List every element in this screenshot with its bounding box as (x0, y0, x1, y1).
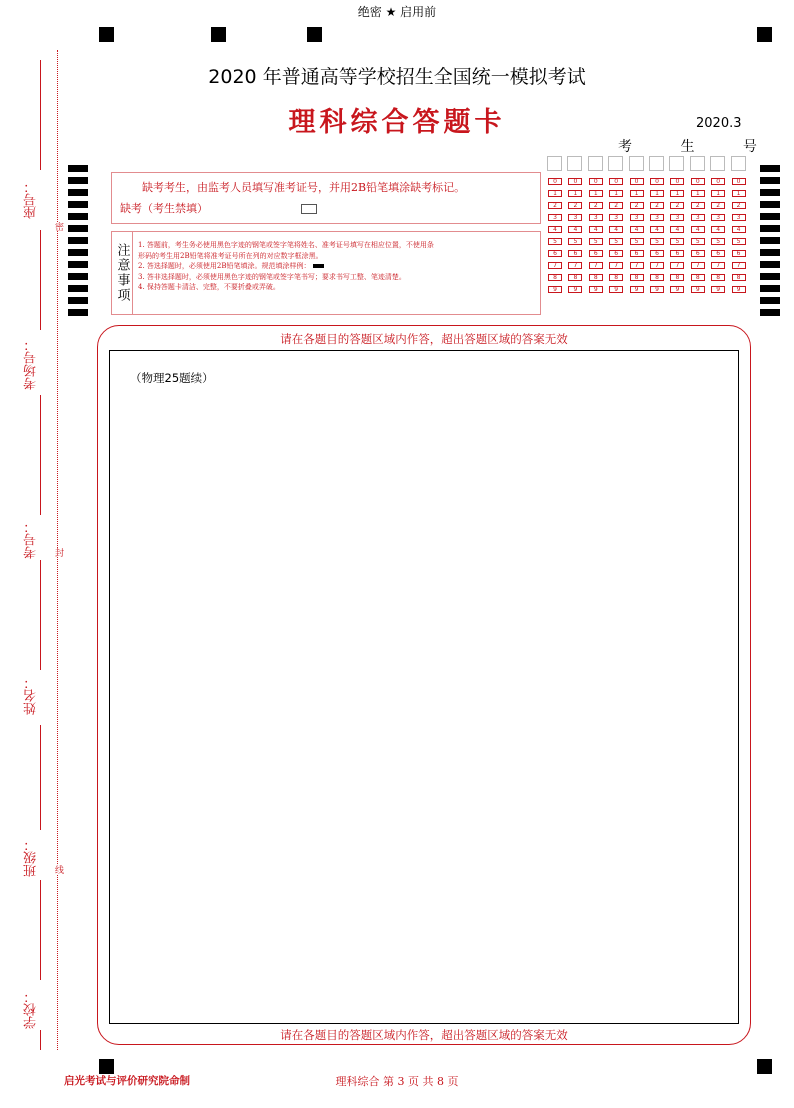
answer-area-notice-top: 请在各题目的答题区域内作答，超出答题区域的答案无效 (280, 332, 568, 346)
student-id-bubble[interactable]: 1 (609, 190, 623, 197)
student-id-bubble[interactable]: 1 (711, 190, 725, 197)
notes-box (111, 231, 541, 315)
student-id-bubble[interactable]: 6 (650, 250, 664, 257)
student-id-bubble[interactable]: 6 (568, 250, 582, 257)
student-id-bubble[interactable]: 6 (691, 250, 705, 257)
student-id-bubble[interactable]: 4 (589, 226, 603, 233)
timing-mark (760, 261, 780, 268)
student-id-column (547, 156, 563, 293)
timing-mark (760, 273, 780, 280)
notes-title-cell (112, 232, 133, 314)
student-id-bubble[interactable]: 4 (691, 226, 705, 233)
note-item (138, 261, 536, 272)
student-id-bubble[interactable]: 6 (630, 250, 644, 257)
student-id-bubble[interactable]: 0 (609, 178, 623, 185)
student-id-bubble[interactable]: 9 (732, 286, 746, 293)
student-id-bubble[interactable]: 9 (630, 286, 644, 293)
class-label: 班级： (24, 838, 39, 877)
student-id-bubble[interactable]: 1 (670, 190, 684, 197)
student-id-bubble[interactable]: 5 (568, 238, 582, 245)
note-item: 1. 答题前，考生务必使用黑色字迹的钢笔或签字笔将姓名、准考证号填写在相应位置，不使用条 (138, 241, 434, 249)
notes-title: 注意事项 (114, 243, 130, 303)
student-id-bubble[interactable]: 7 (650, 262, 664, 269)
student-id-bubble[interactable]: 9 (691, 286, 705, 293)
timing-mark (68, 249, 88, 256)
student-id-bubble[interactable]: 4 (650, 226, 664, 233)
student-id-bubble[interactable]: 0 (589, 178, 603, 185)
student-id-bubble[interactable]: 7 (548, 262, 562, 269)
seal-mark: 线 (53, 865, 63, 874)
student-id-bubble[interactable]: 0 (732, 178, 746, 185)
student-id-bubble[interactable]: 8 (670, 274, 684, 281)
student-id-bubble[interactable]: 1 (568, 190, 582, 197)
student-id-bubble[interactable]: 8 (711, 274, 725, 281)
student-id-column (669, 156, 685, 293)
student-id-write-box[interactable] (588, 156, 603, 171)
student-id-column (567, 156, 583, 293)
timing-mark (68, 225, 88, 232)
timing-mark (68, 213, 88, 220)
student-id-bubble[interactable]: 3 (630, 214, 644, 221)
student-id-bubble[interactable]: 5 (711, 238, 725, 245)
timing-mark (760, 309, 780, 316)
student-id-bubble[interactable]: 3 (711, 214, 725, 221)
student-id-bubble[interactable]: 1 (650, 190, 664, 197)
student-id-bubble[interactable]: 4 (630, 226, 644, 233)
student-id-bubble[interactable]: 4 (732, 226, 746, 233)
student-id-bubble[interactable]: 7 (711, 262, 725, 269)
student-id-bubble[interactable]: 7 (609, 262, 623, 269)
note-item: 4. 保持答题卡清洁、完整，不要折叠或弄破。 (138, 283, 280, 291)
student-id-bubble[interactable]: 1 (630, 190, 644, 197)
absent-instruction: 缺考考生，由监考人员填写准考证号，并用2B铅笔填涂缺考标记。 (142, 181, 466, 194)
student-id-bubble[interactable]: 0 (650, 178, 664, 185)
student-id-column (608, 156, 624, 293)
student-id-bubble[interactable]: 0 (548, 178, 562, 185)
note-item: 形码的考生用2B铅笔将准考证号所在列的对应数字框涂黑。 (138, 251, 323, 260)
timing-mark (68, 309, 88, 316)
student-id-bubble[interactable]: 3 (548, 214, 562, 221)
student-id-bubble[interactable]: 3 (609, 214, 623, 221)
timing-mark (68, 189, 88, 196)
student-id-bubble[interactable]: 9 (548, 286, 562, 293)
student-id-bubble[interactable]: 5 (609, 238, 623, 245)
registration-mark (99, 27, 114, 42)
exam-room-label: 考场号： (24, 338, 39, 390)
registration-mark (211, 27, 226, 42)
student-id-bubble[interactable]: 2 (670, 202, 684, 209)
timing-mark (68, 273, 88, 280)
student-id-bubble[interactable]: 2 (609, 202, 623, 209)
student-id-bubble[interactable]: 7 (589, 262, 603, 269)
student-id-bubble[interactable]: 3 (568, 214, 582, 221)
student-id-column (731, 156, 747, 293)
notes-list (138, 240, 536, 293)
timing-mark (760, 213, 780, 220)
registration-mark (99, 1059, 114, 1074)
exam-date: 2020.3 (696, 116, 742, 131)
student-id-bubble[interactable]: 5 (630, 238, 644, 245)
timing-mark (760, 285, 780, 292)
student-id-column (588, 156, 604, 293)
registration-mark (757, 27, 772, 42)
student-id-bubble[interactable]: 1 (589, 190, 603, 197)
fill-line (40, 395, 41, 515)
student-id-bubble[interactable]: 8 (548, 274, 562, 281)
fill-line (40, 880, 41, 980)
student-id-write-box[interactable] (629, 156, 644, 171)
student-id-bubble[interactable]: 4 (568, 226, 582, 233)
student-id-write-box[interactable] (710, 156, 725, 171)
footer-page-info: 理科综合 第 3 页 共 8 页 (335, 1075, 459, 1088)
student-id-bubble[interactable]: 6 (589, 250, 603, 257)
exam-title: 2020 年普通高等学校招生全国统一模拟考试 (208, 66, 586, 88)
student-id-column (690, 156, 706, 293)
absent-label: 缺考（考生禁填） (120, 202, 208, 215)
student-id-bubble[interactable]: 3 (650, 214, 664, 221)
fill-line (40, 725, 41, 830)
fill-line (40, 230, 41, 330)
student-id-bubble[interactable]: 8 (630, 274, 644, 281)
student-id-bubble[interactable]: 6 (609, 250, 623, 257)
timing-mark (760, 225, 780, 232)
student-id-bubble[interactable]: 8 (568, 274, 582, 281)
student-id-bubble[interactable]: 9 (670, 286, 684, 293)
student-id-write-box[interactable] (567, 156, 582, 171)
student-id-write-box[interactable] (669, 156, 684, 171)
answer-area (97, 325, 751, 1045)
absent-box (111, 172, 541, 224)
timing-mark (760, 189, 780, 196)
student-id-bubble[interactable]: 5 (650, 238, 664, 245)
student-id-bubble[interactable]: 7 (568, 262, 582, 269)
footer-publisher: 启光考试与评价研究院命制 (64, 1075, 190, 1087)
student-id-bubble[interactable]: 4 (711, 226, 725, 233)
student-id-bubble[interactable]: 6 (732, 250, 746, 257)
student-id-bubble[interactable]: 3 (691, 214, 705, 221)
student-id-bubble[interactable]: 0 (691, 178, 705, 185)
student-id-write-box[interactable] (547, 156, 562, 171)
fill-line (40, 60, 41, 170)
student-id-bubble[interactable]: 1 (691, 190, 705, 197)
timing-mark (68, 237, 88, 244)
student-id-write-box[interactable] (608, 156, 623, 171)
student-id-bubble[interactable]: 2 (548, 202, 562, 209)
student-id-bubble[interactable]: 2 (650, 202, 664, 209)
student-id-bubble[interactable]: 4 (548, 226, 562, 233)
student-id-header: 考 生 号 (618, 139, 779, 155)
name-label: 姓名： (24, 676, 39, 715)
student-id-bubble[interactable]: 2 (732, 202, 746, 209)
student-id-bubble[interactable]: 5 (670, 238, 684, 245)
timing-mark (760, 177, 780, 184)
student-id-bubble[interactable]: 3 (732, 214, 746, 221)
student-id-bubble[interactable]: 4 (609, 226, 623, 233)
absent-checkbox[interactable] (301, 204, 317, 214)
student-id-bubble[interactable]: 9 (589, 286, 603, 293)
student-id-column (649, 156, 665, 293)
school-label: 学校： (24, 990, 39, 1029)
student-id-bubble[interactable]: 8 (732, 274, 746, 281)
student-id-bubble[interactable]: 3 (589, 214, 603, 221)
student-id-bubble[interactable]: 0 (630, 178, 644, 185)
student-id-bubble[interactable]: 5 (691, 238, 705, 245)
student-id-bubble[interactable]: 0 (711, 178, 725, 185)
student-id-write-box[interactable] (690, 156, 705, 171)
seat-number-label: 座号： (24, 180, 39, 219)
student-id-write-box[interactable] (731, 156, 746, 171)
card-title: 理科综合答题卡 (288, 107, 506, 138)
student-id-bubble[interactable]: 4 (670, 226, 684, 233)
student-id-bubble[interactable]: 9 (568, 286, 582, 293)
seal-mark: 密 (53, 222, 63, 231)
registration-mark (307, 27, 322, 42)
fill-line (40, 560, 41, 670)
exam-number-label: 考号： (24, 520, 39, 559)
student-id-bubble[interactable]: 2 (630, 202, 644, 209)
seal-mark: 封 (53, 548, 63, 557)
timing-mark (760, 249, 780, 256)
student-id-bubble[interactable]: 8 (650, 274, 664, 281)
student-id-bubble[interactable]: 1 (548, 190, 562, 197)
student-id-bubble[interactable]: 5 (548, 238, 562, 245)
timing-mark (68, 165, 88, 172)
timing-mark (68, 261, 88, 268)
timing-mark (68, 285, 88, 292)
student-id-bubble[interactable]: 9 (711, 286, 725, 293)
timing-mark (68, 177, 88, 184)
timing-mark (68, 297, 88, 304)
note-item-text: 2. 答选择题时，必须使用2B铅笔填涂。规范填涂样例： (138, 262, 311, 270)
secret-label: 绝密 ★ 启用前 (357, 5, 437, 19)
student-id-bubble[interactable]: 2 (691, 202, 705, 209)
student-id-bubble[interactable]: 8 (589, 274, 603, 281)
student-id-bubble[interactable]: 7 (691, 262, 705, 269)
student-id-bubble[interactable]: 6 (670, 250, 684, 257)
timing-mark (760, 297, 780, 304)
answer-box[interactable] (109, 350, 739, 1024)
registration-mark (757, 1059, 772, 1074)
student-id-bubble[interactable]: 7 (630, 262, 644, 269)
student-id-bubble[interactable]: 2 (711, 202, 725, 209)
student-id-bubble[interactable]: 7 (732, 262, 746, 269)
student-id-bubble[interactable]: 1 (732, 190, 746, 197)
timing-mark (760, 165, 780, 172)
student-id-bubble[interactable]: 5 (589, 238, 603, 245)
student-id-bubble[interactable]: 2 (589, 202, 603, 209)
answer-area-notice-bottom: 请在各题目的答题区域内作答，超出答题区域的答案无效 (280, 1028, 568, 1042)
timing-mark (68, 201, 88, 208)
student-id-bubble[interactable]: 9 (650, 286, 664, 293)
timing-mark (760, 201, 780, 208)
timing-mark (760, 237, 780, 244)
fill-sample-icon (313, 264, 324, 268)
student-id-bubble[interactable]: 7 (670, 262, 684, 269)
fill-line (40, 1030, 41, 1050)
student-id-bubble[interactable]: 2 (568, 202, 582, 209)
question-label: （物理25题续） (130, 371, 214, 385)
student-id-write-box[interactable] (649, 156, 664, 171)
student-id-bubble[interactable]: 6 (548, 250, 562, 257)
student-id-column (710, 156, 726, 293)
student-id-bubble[interactable]: 8 (691, 274, 705, 281)
student-id-bubble[interactable]: 5 (732, 238, 746, 245)
student-id-column (629, 156, 645, 293)
student-id-bubble[interactable]: 8 (609, 274, 623, 281)
student-id-bubble[interactable]: 3 (670, 214, 684, 221)
student-id-bubble[interactable]: 0 (670, 178, 684, 185)
student-id-bubble[interactable]: 6 (711, 250, 725, 257)
student-id-bubble[interactable]: 0 (568, 178, 582, 185)
student-id-bubble[interactable]: 9 (609, 286, 623, 293)
note-item: 3. 答非选择题时，必须使用黑色字迹的钢笔或签字笔书写；要求书写工整、笔迹清楚。 (138, 272, 406, 281)
